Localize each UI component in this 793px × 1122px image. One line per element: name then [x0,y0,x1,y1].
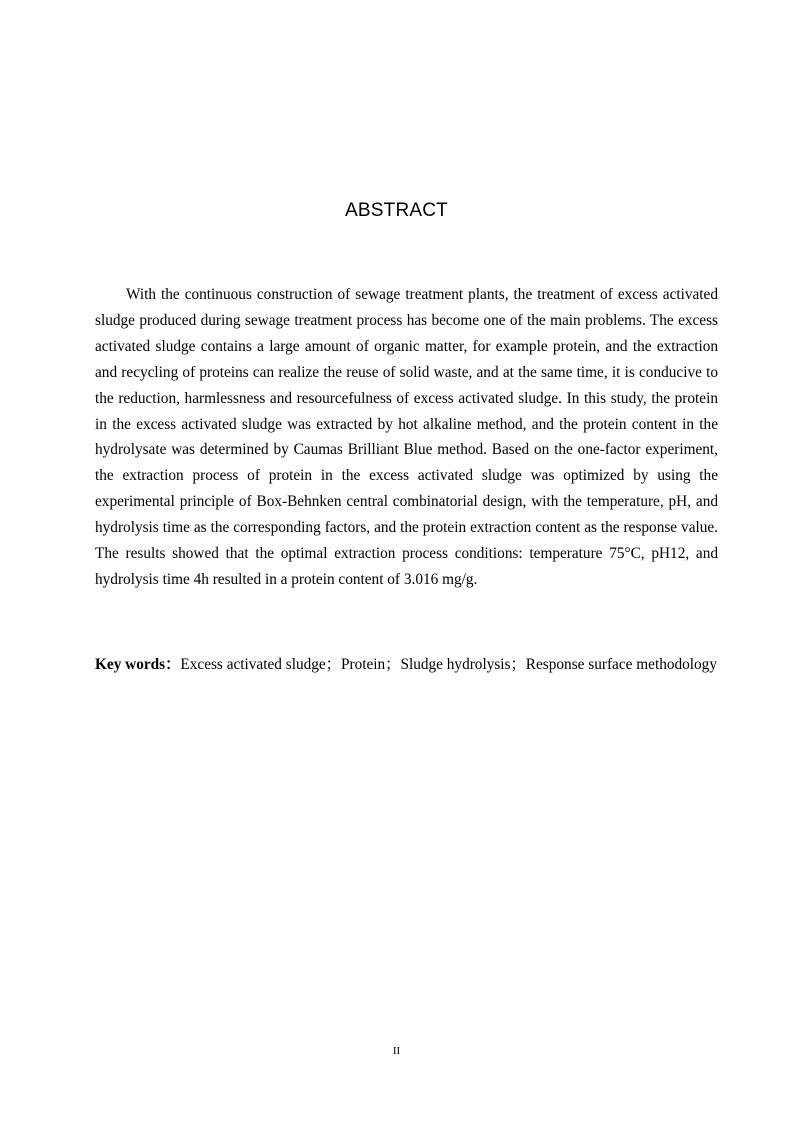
keywords-text: Excess activated sludge；Protein；Sludge hydrolysis；Response surface methodology [180,656,717,673]
abstract-title: ABSTRACT [345,200,448,221]
abstract-paragraph: With the continuous construction of sewage treatment plants, the treatment of excess activated sludge produced during sewage treatment process has become one of the main problems. The excess activated sludge contains a large amount of organic matter, for example protein, and the extraction and recycling of proteins can realize the reuse of solid waste, and at the same time, it is conducive to the reduction, harmlessness and resourcefulness of excess activated sludge. In this study, the protein in the excess activated sludge was extracted by hot alkaline method, and the protein content in the hydrolysate was determined by Caumas Brilliant Blue method. Based on the one-factor experiment, the extraction process of protein in the excess activated sludge was optimized by using the experimental principle of Box-Behnken central combinatorial design, with the temperature, pH, and hydrolysis time as the corresponding factors, and the protein extraction content as the response value. The results showed that the optimal extraction process conditions: temperature 75°C, pH12, and hydrolysis time 4h resulted in a protein content of 3.016 mg/g. [95,286,718,588]
page-number: II [392,1045,401,1057]
keywords-label: Key words： [95,656,181,673]
keywords-line [95,655,735,675]
